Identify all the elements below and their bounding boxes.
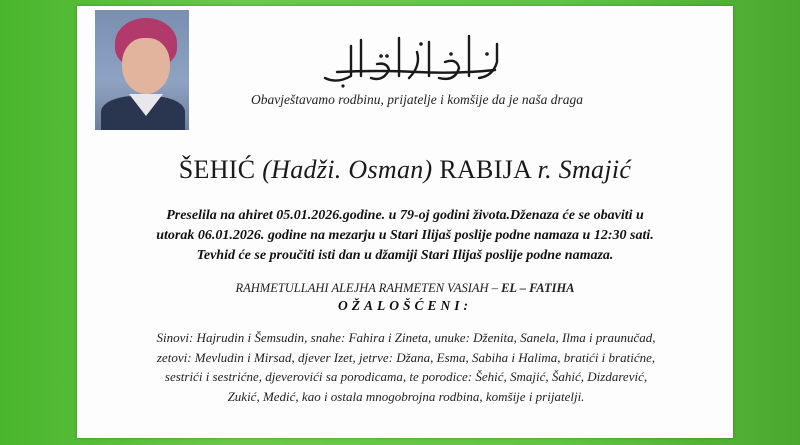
funeral-announcement — [97, 206, 713, 266]
mourners-line: Sinovi: Hajrudin i Šemsudin, snahe: Fahira i Zineta, unuke: Dženita, Sanela, Ilma i praunučad, — [156, 330, 656, 345]
announcement-line: utorak 06.01.2026. godine na mezarju u Stari Ilijaš poslije podne namaza u 12:30 sati. — [156, 228, 654, 243]
mourners-list — [101, 328, 711, 406]
surname: ŠEHIĆ — [178, 155, 256, 184]
mourners-line: sestrići i sestrićne, djeverovići sa porodicama, te porodice: Šehić, Smajić, Šahić, Dizdarević, — [164, 369, 648, 384]
prayer-line — [97, 281, 713, 296]
arabic-calligraphy-icon — [317, 26, 507, 90]
portrait-photo — [95, 10, 189, 130]
announcement-line: Preselila na ahiret 05.01.2026.godine. u 79-oj godini života.Dženaza će se obaviti u — [166, 208, 644, 223]
obituary-notice — [77, 6, 733, 438]
intro-text: Obavještavamo rodbinu, prijatelje i komšije da je naša draga — [250, 92, 584, 107]
announcement-line: Tevhid će se proučiti isti dan u džamiji Stari Ilijaš poslije podne namaza. — [196, 248, 614, 263]
deceased-name — [97, 155, 713, 185]
prayer-main: RAHMETULLAHI ALEJHA RAHMETEN VASIAH – — [235, 281, 498, 295]
mourners-line: zetovi: Mevludin i Mirsad, djever Izet, jetrve: Džana, Esma, Sabiha i Halima, bratići i bratićne, — [156, 349, 656, 365]
prayer-end: EL – FATIHA — [501, 281, 575, 295]
father-name: (Hadži. Osman) — [262, 155, 433, 184]
mourners-line: Zukić, Medić, kao i ostala mnogobrojna rodbina, komšije i prijatelji. — [227, 388, 585, 404]
given-name: RABIJA — [439, 155, 531, 184]
maiden-name: r. Smajić — [537, 155, 632, 184]
mourners-title: OŽALOŠĆENI: — [337, 298, 472, 313]
